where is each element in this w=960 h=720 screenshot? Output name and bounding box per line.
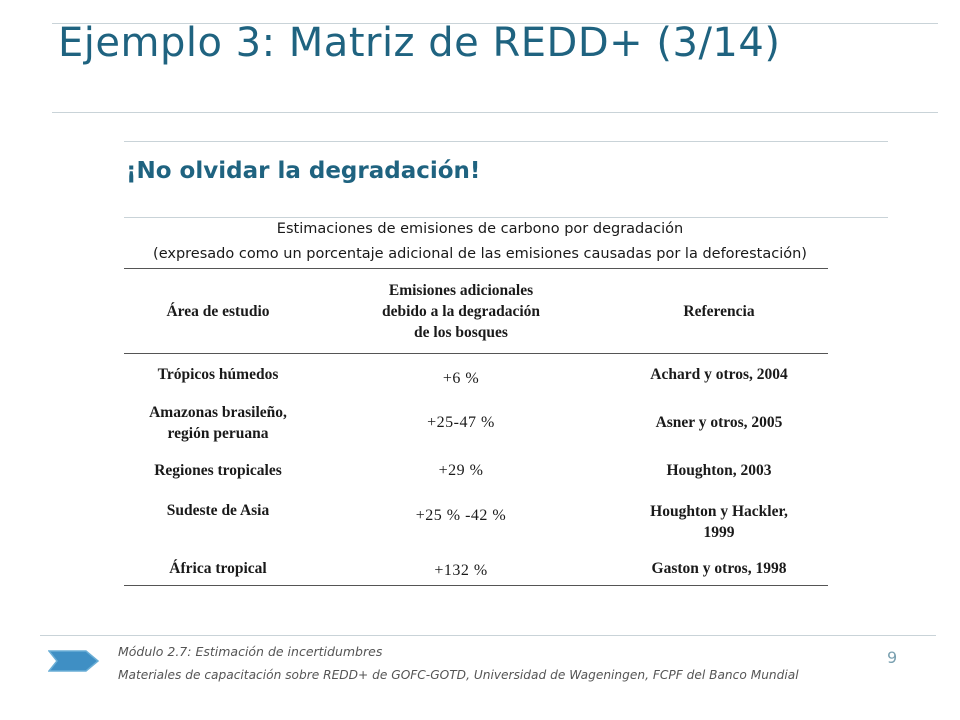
header-emissions-line-2: debido a la degradación: [381, 302, 541, 320]
cell-reference: [610, 552, 828, 586]
page-title: Ejemplo 3: Matriz de REDD+ (3/14): [58, 20, 781, 66]
emissions-table: [124, 268, 828, 586]
footer-module-text: Módulo 2.7: Estimación de incertidumbres: [118, 644, 383, 659]
table-body: [124, 354, 828, 586]
cell-area: [124, 354, 312, 396]
cell-value: +29 %: [438, 462, 484, 479]
caption-line-1: Estimaciones de emisiones de carbono por degradación: [276, 221, 684, 237]
cell-reference-line-1: Asner y otros, 2005: [655, 414, 783, 431]
table-header: [124, 269, 828, 354]
cell-reference-line-1: Houghton y Hackler,: [650, 502, 788, 520]
cell-reference-line-1: Houghton, 2003: [666, 462, 772, 479]
cell-area-line-1: Regiones tropicales: [154, 462, 282, 479]
header-emissions-line-3: de los bosques: [414, 323, 508, 341]
cell-reference: [610, 396, 828, 450]
cell-reference-line-1: Gaston y otros, 1998: [651, 559, 787, 577]
caption-line-2: (expresado como un porcentaje adicional de las emisiones causadas por la deforestación): [153, 246, 807, 262]
header-emissions-line-1: Emisiones adicionales: [388, 281, 534, 299]
table-row: [124, 396, 828, 450]
header-reference-label: Referencia: [683, 302, 755, 320]
header-area: [124, 269, 312, 354]
cell-area-line-1: Amazonas brasileño,: [149, 403, 287, 421]
table-caption: [40, 217, 920, 267]
footer-credits-text: Materiales de capacitación sobre REDD+ de GOFC-GOTD, Universidad de Wageningen, FCPF del Banco Mundial: [118, 668, 799, 682]
cell-value: +25-47 %: [427, 414, 495, 431]
cell-reference-line-1: Achard y otros, 2004: [650, 366, 788, 383]
cell-reference-line-2: 1999: [703, 523, 735, 541]
chevron-arrow-icon: [48, 648, 100, 674]
cell-value: +132 %: [312, 552, 610, 586]
title-bottom-rule: [52, 112, 938, 113]
cell-area-line-1: Trópicos húmedos: [157, 366, 279, 383]
table-row: [124, 354, 828, 396]
subtitle-top-rule: [124, 141, 888, 142]
cell-area: [124, 450, 312, 492]
cell-area-line-1: Sudeste de Asia: [166, 501, 270, 519]
table-row: [124, 492, 828, 552]
cell-reference: [610, 450, 828, 492]
cell-value: +6 %: [442, 370, 480, 387]
cell-area-line-1: África tropical: [169, 559, 267, 577]
cell-area-line-2: región peruana: [167, 424, 269, 442]
table-row: [124, 450, 828, 492]
footer-rule: [40, 635, 936, 636]
section-subtitle: ¡No olvidar la degradación!: [126, 158, 481, 184]
cell-area: [124, 396, 312, 450]
table-row: [124, 552, 828, 586]
cell-reference: [610, 354, 828, 396]
cell-area: [124, 492, 312, 552]
page-number: 9: [887, 648, 898, 667]
header-area-label: Área de estudio: [166, 302, 270, 320]
header-emissions: [312, 269, 610, 354]
cell-reference: [610, 492, 828, 552]
cell-value: +25 % -42 %: [415, 506, 507, 524]
table-header-row: [124, 269, 828, 354]
header-reference: [610, 269, 828, 354]
cell-area: [124, 552, 312, 586]
